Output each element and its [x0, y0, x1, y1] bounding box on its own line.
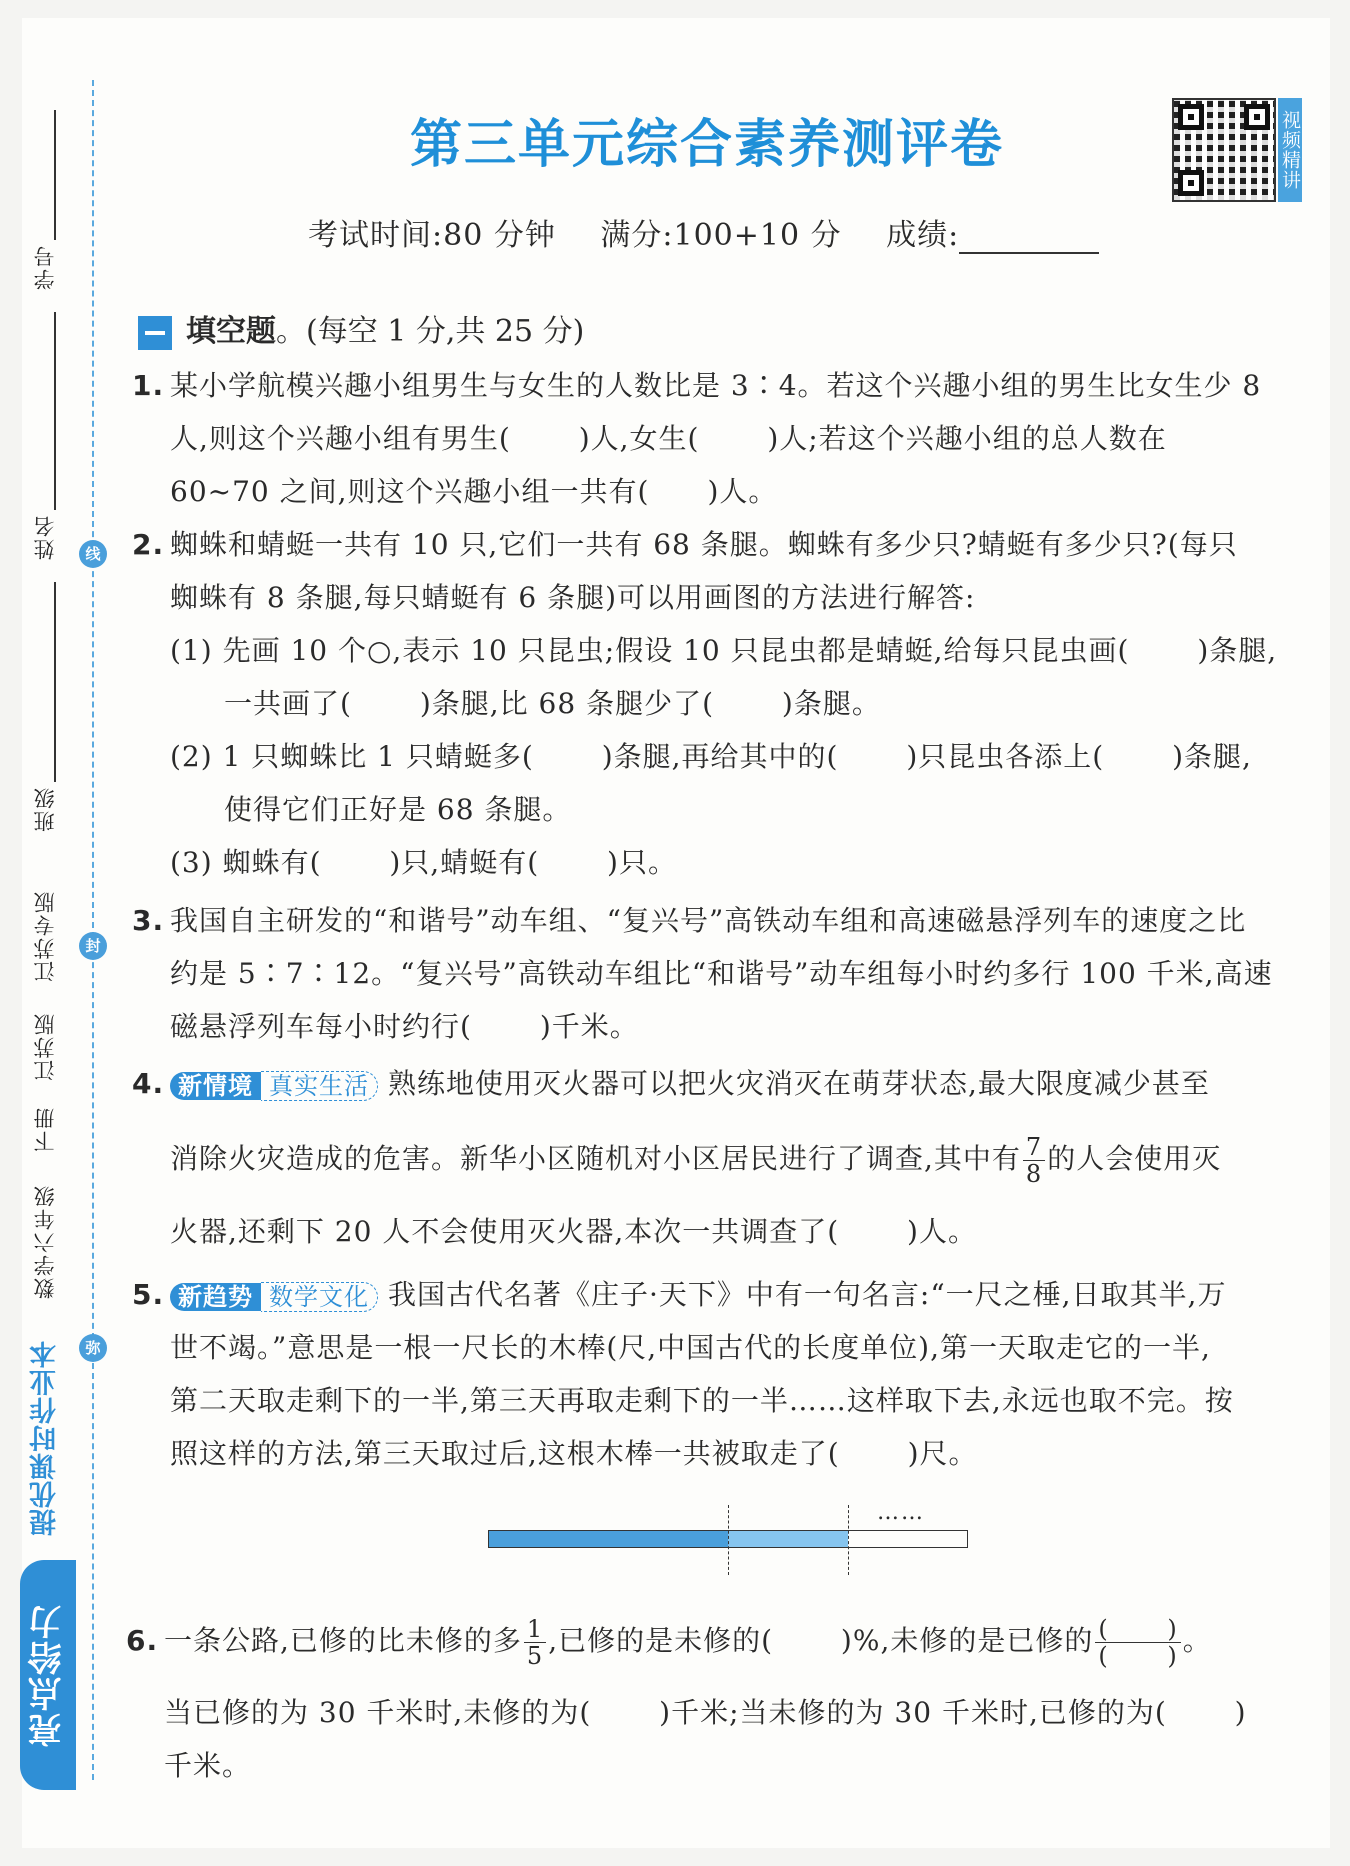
- section-note: 。(每空 1 分,共 25 分): [276, 314, 585, 349]
- class-label: 班级: [33, 786, 57, 832]
- question-number: 6.: [126, 1624, 159, 1657]
- seal-seal-mark: 封: [79, 932, 107, 960]
- name-label: 姓名: [33, 514, 57, 560]
- score-label: 成绩:: [886, 218, 960, 253]
- ellipsis: ……: [877, 1500, 925, 1525]
- binding-strip: [0, 0, 110, 1866]
- question-number: 1.: [132, 369, 165, 402]
- question-line: 我国自主研发的“和谐号”动车组、“复兴号”高铁动车组和高速磁悬浮列车的速度之比: [170, 904, 1247, 937]
- section-heading: [138, 306, 584, 350]
- question-line: 千米。: [164, 1749, 252, 1782]
- first-day-segment: [489, 1531, 728, 1547]
- grade-label: 数学六年级: [33, 1184, 57, 1299]
- question-line: 第二天取走剩下的一半,第三天再取走剩下的一半……这样取下去,永远也取不完。按: [170, 1384, 1234, 1417]
- student-id-label: 学号: [33, 244, 57, 290]
- name-line: [54, 312, 56, 510]
- question-line: 当已修的为 30 千米时,未修的为( )千米;当未修的为 30 千米时,已修的为( ): [164, 1696, 1247, 1729]
- cut-line: [92, 80, 94, 1780]
- sub-question-2-cont: 使得它们正好是 68 条腿。: [224, 793, 572, 826]
- question-line: 新趋势 数学文化 我国古代名著《庄子·天下》中有一句名言:“一尺之棰,日取其半,万: [170, 1268, 1226, 1321]
- question-line: 磁悬浮列车每小时约行( )千米。: [170, 1010, 639, 1043]
- question-line: 一条公路,已修的比未修的多 $\frac{1}{5}$ ,已修的是未修的( )%,未修的是已修的 $\frac{( )}{( )}$ 。: [164, 1615, 1212, 1670]
- seal-mi-mark: 弥: [79, 1334, 107, 1362]
- question-line: 人,则这个兴趣小组有男生( )人,女生( )人;若这个兴趣小组的总人数在: [170, 422, 1167, 455]
- full-score: 满分:100+10 分: [600, 218, 842, 253]
- brand-logo: 亮点给力: [20, 1560, 76, 1790]
- student-id-line: [54, 110, 56, 240]
- question-line: 约是 5∶7∶12。“复兴号”高铁动车组比“和谐号”动车组每小时约多行 100 千米,高速: [170, 957, 1273, 990]
- seal-line-mark: 线: [79, 540, 107, 568]
- divider-1: [728, 1505, 729, 1575]
- divider-2: [848, 1505, 849, 1575]
- question-line: 消除火灾造成的危害。新华小区随机对小区居民进行了调查,其中有 $\frac{7}{8}$ 的人会使用灭: [170, 1133, 1222, 1188]
- fraction: $\frac{7}{8}$: [1023, 1134, 1045, 1187]
- edition-label: 江苏专版: [33, 890, 57, 982]
- fraction: $\frac{1}{5}$: [524, 1616, 546, 1669]
- question-line: 蜘蛛和蜻蜓一共有 10 只,它们一共有 68 条腿。蜘蛛有多少只?蜻蜓有多少只?(每只: [170, 528, 1238, 561]
- question-line: 60~70 之间,则这个兴趣小组一共有( )人。: [170, 475, 778, 508]
- sub-question-2: (2) 1 只蜘蛛比 1 只蜻蜓多( )条腿,再给其中的( )只昆虫各添上( )条腿,: [170, 740, 1252, 773]
- volume-label: 下册: [33, 1106, 57, 1152]
- video-tag: 视频精讲: [1278, 98, 1302, 202]
- answer-fraction-blank[interactable]: $\frac{( )}{( )}$: [1095, 1616, 1180, 1669]
- question-number: 2.: [132, 528, 165, 561]
- trend-tag: 新趋势 数学文化: [170, 1280, 378, 1314]
- scenario-tag: 新情境 真实生活: [170, 1069, 378, 1103]
- section-title: 填空题: [186, 314, 276, 349]
- question-number: 4.: [132, 1067, 165, 1100]
- score-blank[interactable]: [959, 228, 1099, 254]
- sub-question-1-cont: 一共画了( )条腿,比 68 条腿少了( )条腿。: [224, 687, 881, 720]
- sub-question-1: (1) 先画 10 个○,表示 10 只昆虫;假设 10 只昆虫都是蜻蜓,给每只昆虫画( )条腿,: [170, 634, 1278, 667]
- question-line: 火器,还剩下 20 人不会使用灭火器,本次一共调查了( )人。: [170, 1215, 977, 1248]
- exam-time: 考试时间:80 分钟: [308, 218, 556, 253]
- question-number: 3.: [132, 904, 165, 937]
- qr-code-icon[interactable]: [1172, 98, 1276, 202]
- edition-short-label: 江苏版: [33, 1012, 57, 1081]
- sub-question-3: (3) 蜘蛛有( )只,蜻蜓有( )只。: [170, 846, 677, 879]
- question-line: 新情境 真实生活 熟练地使用灭火器可以把火灾消灭在萌芽状态,最大限度减少甚至: [170, 1057, 1210, 1110]
- question-line: 蜘蛛有 8 条腿,每只蜻蜓有 6 条腿)可以用画图的方法进行解答:: [170, 581, 976, 614]
- question-line: 某小学航模兴趣小组男生与女生的人数比是 3∶4。若这个兴趣小组的男生比女生少 8: [170, 369, 1262, 402]
- exam-meta: [308, 210, 1133, 254]
- class-line: [54, 582, 56, 782]
- page-title: 第三单元综合素养测评卷: [410, 115, 1005, 175]
- brand-subtitle: 提优课时作业本: [30, 1340, 61, 1536]
- question-number: 5.: [132, 1278, 165, 1311]
- question-line: 世不竭。”意思是一根一尺长的木棒(尺,中国古代的长度单位),第一天取走它的一半,: [170, 1331, 1211, 1364]
- second-day-segment: [728, 1531, 848, 1547]
- section-number-icon: [138, 316, 172, 350]
- question-line: 照这样的方法,第三天取过后,这根木棒一共被取走了( )尺。: [170, 1437, 978, 1470]
